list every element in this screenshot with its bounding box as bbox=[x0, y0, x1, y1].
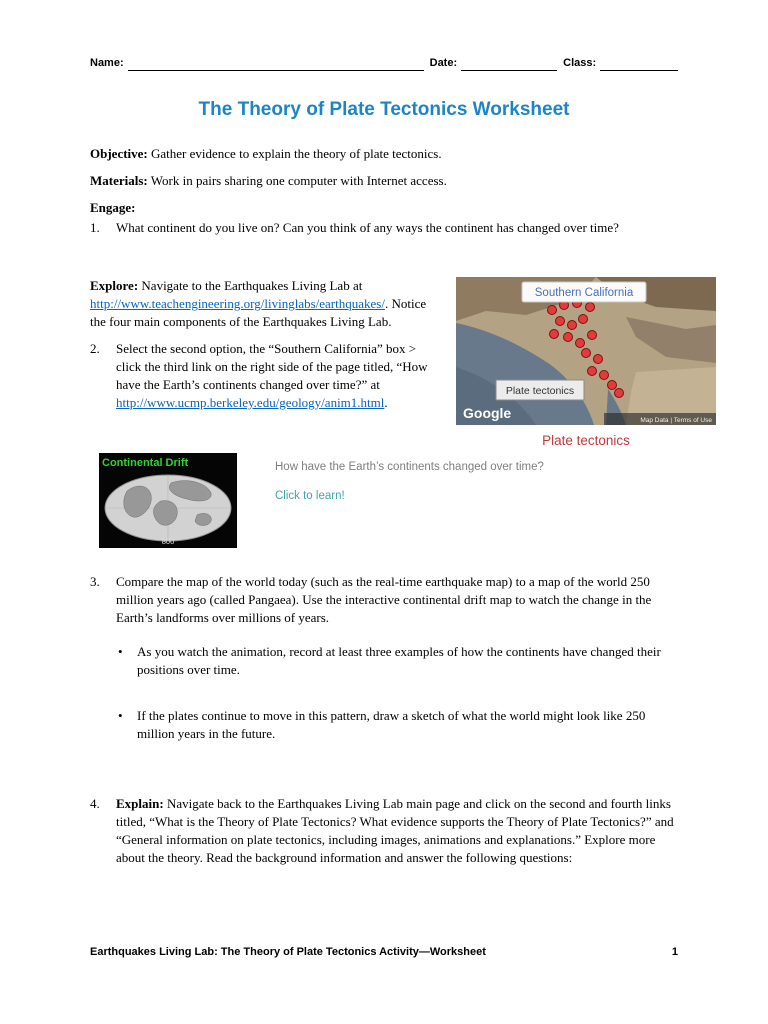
footer-text: Earthquakes Living Lab: The Theory of Plate Tectonics Activity—Worksheet bbox=[90, 945, 486, 958]
map-caption: Plate tectonics bbox=[542, 433, 630, 449]
date-blank bbox=[461, 57, 557, 71]
region-label-box bbox=[522, 282, 646, 302]
question-1-number: 1. bbox=[90, 220, 100, 236]
question-4 bbox=[90, 795, 678, 867]
drift-year-label: 800 bbox=[161, 536, 175, 546]
objective-text: Gather evidence to explain the theory of plate tectonics. bbox=[151, 146, 442, 162]
google-logo: Google bbox=[463, 405, 512, 422]
objective-paragraph bbox=[90, 145, 678, 163]
name-date-class-row bbox=[90, 56, 678, 71]
continental-drift-section bbox=[99, 453, 678, 548]
map-attribution-text: Map Data | Terms of Use bbox=[640, 417, 712, 425]
bullet-item-1 bbox=[118, 643, 678, 679]
explore-intro-cont: . Notice the four main components of the Earthquakes Living Lab. bbox=[90, 296, 427, 330]
drift-question: How have the Earth’s continents changed over time? bbox=[275, 460, 544, 473]
question-4-number: 4. bbox=[90, 796, 100, 812]
engage-label: Engage: bbox=[90, 200, 136, 216]
bullet-1-text: As you watch the animation, record at least three examples of how the continents have changed their positions over time. bbox=[137, 643, 661, 677]
class-label: Class: bbox=[563, 57, 597, 69]
map-attribution bbox=[604, 413, 716, 425]
page-footer bbox=[90, 945, 678, 960]
materials-paragraph bbox=[90, 172, 678, 190]
name-label: Name: bbox=[90, 57, 124, 69]
region-label: Southern California bbox=[534, 287, 634, 300]
name-blank bbox=[128, 57, 424, 71]
question-2 bbox=[90, 340, 442, 412]
explore-paragraph bbox=[90, 277, 442, 331]
objective-label: Objective: bbox=[90, 146, 148, 162]
map-figure-column bbox=[456, 277, 716, 451]
question-2-text bbox=[116, 340, 442, 412]
page-title: The Theory of Plate Tectonics Worksheet bbox=[198, 99, 570, 121]
drift-image-title: Continental Drift bbox=[102, 456, 189, 469]
date-label: Date: bbox=[429, 57, 458, 69]
bullet-2-text: If the plates continue to move in this pattern, draw a sketch of what the world might look like 250 million years in the future. bbox=[137, 708, 646, 742]
question-4-text bbox=[116, 795, 678, 867]
drift-click-to-learn[interactable]: Click to learn! bbox=[275, 489, 345, 502]
materials-text: Work in pairs sharing one computer with Internet access. bbox=[150, 173, 447, 189]
drift-text-column bbox=[275, 453, 544, 548]
drift-globe bbox=[105, 475, 231, 541]
bullet-item-2 bbox=[118, 707, 678, 743]
question-3-text: Compare the map of the world today (such as the real-time earthquake map) to a map of the world 250 million years ago (called Pangaea). Use the interactive continental drift map to watch the change in the Earth’s landforms over millions of years. bbox=[116, 573, 652, 625]
question-2-number: 2. bbox=[90, 340, 100, 356]
question-1-text: What continent do you live on? Can you think of any ways the continent has changed over time? bbox=[116, 220, 619, 236]
page-number: 1 bbox=[671, 945, 678, 958]
explore-section bbox=[90, 277, 712, 451]
class-blank bbox=[600, 57, 678, 71]
bullet-marker: • bbox=[118, 643, 123, 659]
plate-tectonics-button-label: Plate tectonics bbox=[505, 385, 575, 398]
teachengineering-link[interactable]: http://www.teachengineering.org/livinglabs/earthquakes/ bbox=[90, 296, 385, 312]
question-1 bbox=[90, 219, 678, 237]
materials-label: Materials: bbox=[90, 173, 148, 189]
explore-label: Explore: bbox=[90, 278, 139, 294]
question-3-number: 3. bbox=[90, 573, 100, 589]
question-4-body: Navigate back to the Earthquakes Living Lab main page and click on the second and fourth links titled, “What is the Theory of Plate Tectonics? What evidence supports the Theory of Plate Tectonics?” and “General information on plate tectonics, including images, animations and explanations.” Explore more about the theory. Read the background information and answer the following questions: bbox=[116, 796, 674, 866]
continental-drift-image bbox=[99, 453, 237, 548]
plate-tectonics-button[interactable] bbox=[496, 380, 584, 400]
ucmp-link[interactable]: http://www.ucmp.berkeley.edu/geology/anim1.html bbox=[116, 394, 385, 410]
explore-text-column bbox=[90, 277, 456, 451]
bullet-marker: • bbox=[118, 708, 123, 724]
explain-label: Explain: bbox=[116, 796, 164, 812]
explore-intro: Navigate to the Earthquakes Living Lab at bbox=[141, 278, 363, 294]
question-2-text-start: Select the second option, the “Southern California” box > click the third link on the right side of the page titled, “How have the Earth’s continents changed over time?” at bbox=[116, 340, 428, 392]
question-2-text-end: . bbox=[384, 394, 388, 410]
socal-map-image bbox=[456, 277, 716, 425]
question-3 bbox=[90, 573, 678, 627]
